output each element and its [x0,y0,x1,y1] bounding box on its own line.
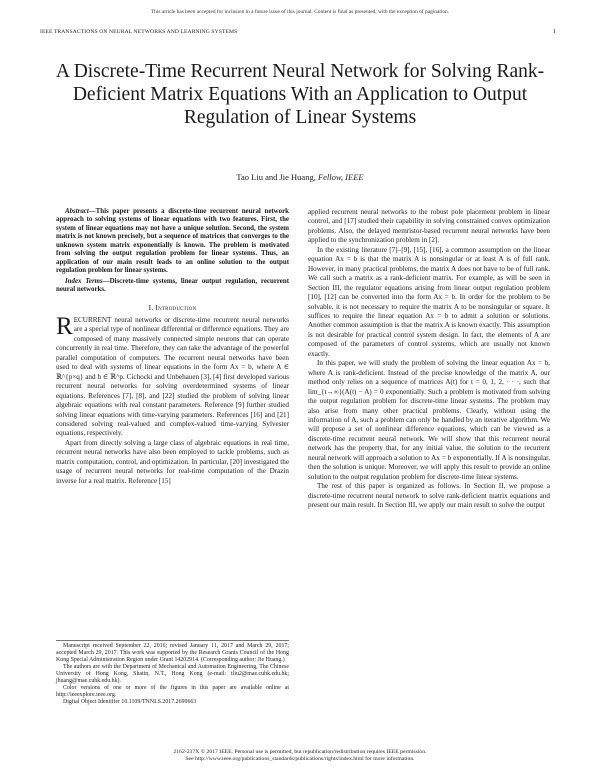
copyright-line: 2162-237X © 2017 IEEE. Personal use is permitted, but republication/redistribution requires IEEE permission. [173,749,427,755]
intro-paragraph-2: Apart from directly solving a large class of algebraic equations in real time, recurrent neural networks have also been employed to tackle problems, such as matrix computation, control, and optimization. In particular, [20] investigated the usage of recurrent neural networks for real-time computation of the Drazin inverse for a real matrix. Reference [15] [56,438,289,485]
first-word-rest: ECURRENT [73,315,112,324]
running-head: IEEE TRANSACTIONS ON NEURAL NETWORKS AND LEARNING SYSTEMS [40,29,238,35]
paper-title: A Discrete-Time Recurrent Neural Network for Solving Rank-Deficient Matrix Equations With an Application to Output Regulation of Linear Systems [55,61,545,128]
footnote-color: Color versions of one or more of the figures in this paper are available online at http://ieeexplore.ieee.org. [56,685,289,699]
right-column [308,208,550,511]
section-number: I. [148,302,154,312]
footnote-affiliation: The authors are with the Department of Mechanical and Automation Engineering, The Chinese University of Hong Kong, Shatin, N.T., Hong Kong (e-mail: tliu2@mae.cuhk.edu.hk; jhuang@mae.cuhk.edu.hk). [56,664,289,685]
abstract-label: Abstract [65,208,89,215]
index-terms-label: Index Terms [65,277,103,285]
acceptance-notice: This article has been accepted for inclusion in a future issue of this journal. Content is final as presented, with the exception of pagination. [150,9,450,15]
right-paragraph-3: In this paper, we will study the problem of solving the linear equation Ax = b, where A is rank-deficient. Instead of the precise knowledge of the matrix A, our method only relies on a sequence of matrices A(t) for t = 0, 1, 2, · · ·, such that lim_{t→∞}(A(t) − A) = 0 exponentially. Such a problem is motivated from solving the output regulation problem for discrete-time linear systems. The problem may also arise from many other practical problems. Clearly, without using the information of A, such a problem can only be handled by an iterative algorithm. We will propose a set of nonlinear difference equations, which can be viewed as a discrete-time recurrent neural network. We will show that this recurrent neural network has the property that, for any initial value, the solution to the recurrent neural network will approach a solution to Ax = b exponentially. If A is nonsingular, then the solution is unique. Moreover, we will apply this result to provide an online solution to the output regulation problem for discrete-time linear systems. [308,359,550,481]
author-affiliation-title: Fellow, IEEE [317,172,364,182]
footnotes [56,640,289,706]
section-title: Introduction [155,302,197,312]
drop-cap: R [56,312,73,340]
right-paragraph-2: In the existing literature [7]–[9], [15], [16], a common assumption on the linear equation Ax = b is that the matrix A is nonsingular or at least A is of full rank. However, in many practical problems, the matrix A does not have to be of full rank. We call such a matrix as a rank-deficient matrix. For example, as will be seen in Section III, the regulator equations arising from linear output regulation problem [10], [12] can be converted into the form Ax = b. In order for the problem to be solvable, it is not necessary to require the matrix A to be nonsingular or square. It suffices to require the linear equation Ax = b to admit a solution or solutions. Another common assumption is that the matrix A is known exactly. This assumption is not desirable for practical control system design. In fact, the elements of A are composed of the parameters of control systems, which are usually not known exactly. [308,245,550,358]
footnote-doi: Digital Object Identifier 10.1109/TNNLS.2017.2690663 [63,699,197,706]
rights-link-line: See http://www.ieee.org/publications_standards/publications/rights/index.html for more information. [185,756,415,763]
abstract: Abstract—This paper presents a discrete-time recurrent neural network approach to solving systems of linear equations with two features. First, the system of linear equations may not have a unique solution. Second, the system matrix is not known precisely, but a sequence of matrices that converges to the unknown system matrix exponentially is known. The problem is motivated from solving the output regulation problem for linear systems. Thus, an application of our main result leads to an online solution to the output regulation problem for linear systems. [56,208,289,275]
left-column [56,208,289,486]
page-number: 1 [553,29,556,35]
author-names: Tao Liu and Jie Huang, [236,172,316,182]
footnote-received: Manuscript received September 22, 2016; revised January 11, 2017 and March 29, 2017; accepted March 29, 2017. This work was supported by the Research Grants Council of the Hong Kong Special Administration Region under Grant 14202914. (Corresponding author: Jie Huang.) [56,643,289,664]
abstract-text: This paper presents a discrete-time recurrent neural network approach to solving systems of linear equations with two features. First, the system of linear equations may not have a unique solution. Second, the system matrix is not known precisely, but a sequence of matrices that converges to the unknown system matrix exponentially is known. The problem is motivated from solving the output regulation problem for linear systems. Thus, an application of our main result leads to an online solution to the output regulation problem for linear systems. [56,208,289,275]
section-heading [56,303,289,312]
copyright-footer [0,749,600,763]
intro-paragraph-1-text: neural networks or discrete-time recurrent neural networks are a special type of nonlinear differential or difference equations. They are composed of many massively connected simple neurons that can operate concurrently in real time. Therefore, they can take the advantage of the powerful parallel computation of computers. The recurrent neural networks have been used to deal with systems of linear equations in the form Ax = b, where A ∈ ℝ^{p×q} and b ∈ ℝ^p. Cichocki and Unbehauen [3], [4] first developed various recurrent neural networks for solving overdetermined systems of linear equations. References [7], [8], and [22] studied the problem of solving linear algebraic equations with real constant parameters. Reference [9] further studied solving linear equations with time-varying parameters. References [16] and [21] considered solving real-valued and complex-valued time-varying Sylvester equations, respectively. [56,315,289,438]
author-line [0,172,600,182]
index-terms: Index Terms—Discrete-time systems, linear output regulation, recurrent neural networks. [56,277,289,294]
right-paragraph-1: applied recurrent neural networks to the robust pole placement problem in linear control, and [17] studied their capability in solving constrained convex optimization problems. Also, the delayed memristor-based recurrent neural networks have been applied to the synchronization problem in [2]. [308,208,550,245]
right-paragraph-4: The rest of this paper is organized as follows. In Section II, we propose a discrete-time recurrent neural network to solve rank-deficient matrix equations and present our main result. In Section III, we apply our main result to solve the output [308,482,550,510]
index-terms-text: Discrete-time systems, linear output regulation, recurrent neural networks. [56,277,289,294]
intro-paragraph-1 [56,312,289,439]
